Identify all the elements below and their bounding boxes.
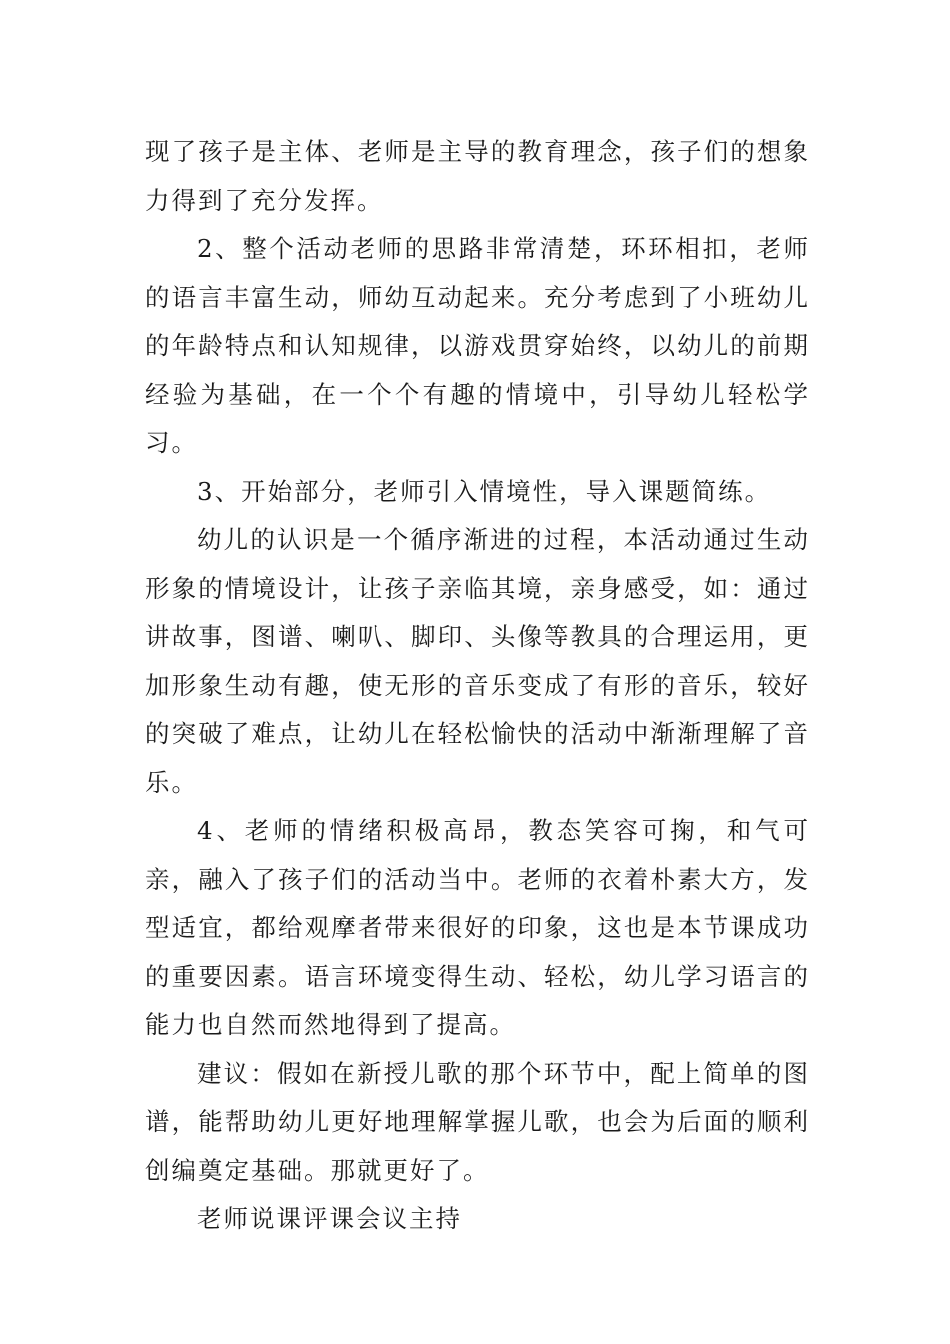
section-heading: 老师说课评课会议主持 [197,1204,462,1233]
paragraph-continued: 现了孩子是主体、老师是主导的教育理念，孩子们的想象力得到了充分发挥。 [145,137,810,215]
paragraph-point-3: 3、开始部分，老师引入情境性，导入课题简练。 [197,476,772,506]
paragraph-point-2: 2、整个活动老师的思路非常清楚，环环相扣，老师的语言丰富生动，师幼互动起来。充分考虑到了小班幼儿的年龄特点和认知规律，以游戏贯穿始终，以幼儿的前期经验为基础，在一个个有趣的情境中，引导幼儿轻松学习。 [145,234,810,457]
paragraph-point-4: 4、老师的情绪积极高昂，教态笑容可掬，和气可亲，融入了孩子们的活动当中。老师的衣着朴素大方，发型适宜，都给观摩者带来很好的印象，这也是本节课成功的重要因素。语言环境变得生动、轻松，幼儿学习语言的能力也自然而然地得到了提高。 [145,816,810,1039]
paragraph-cognition: 幼儿的认识是一个循序渐进的过程，本活动通过生动形象的情境设计，让孩子亲临其境，亲身感受，如：通过讲故事，图谱、喇叭、脚印、头像等教具的合理运用，更加形象生动有趣，使无形的音乐变成了有形的音乐，较好的突破了难点，让幼儿在轻松愉快的活动中渐渐理解了音乐。 [145,525,810,797]
paragraph-suggestion: 建议：假如在新授儿歌的那个环节中，配上简单的图谱，能帮助幼儿更好地理解掌握儿歌，也会为后面的顺利创编奠定基础。那就更好了。 [145,1058,810,1185]
document-body [145,128,810,1244]
